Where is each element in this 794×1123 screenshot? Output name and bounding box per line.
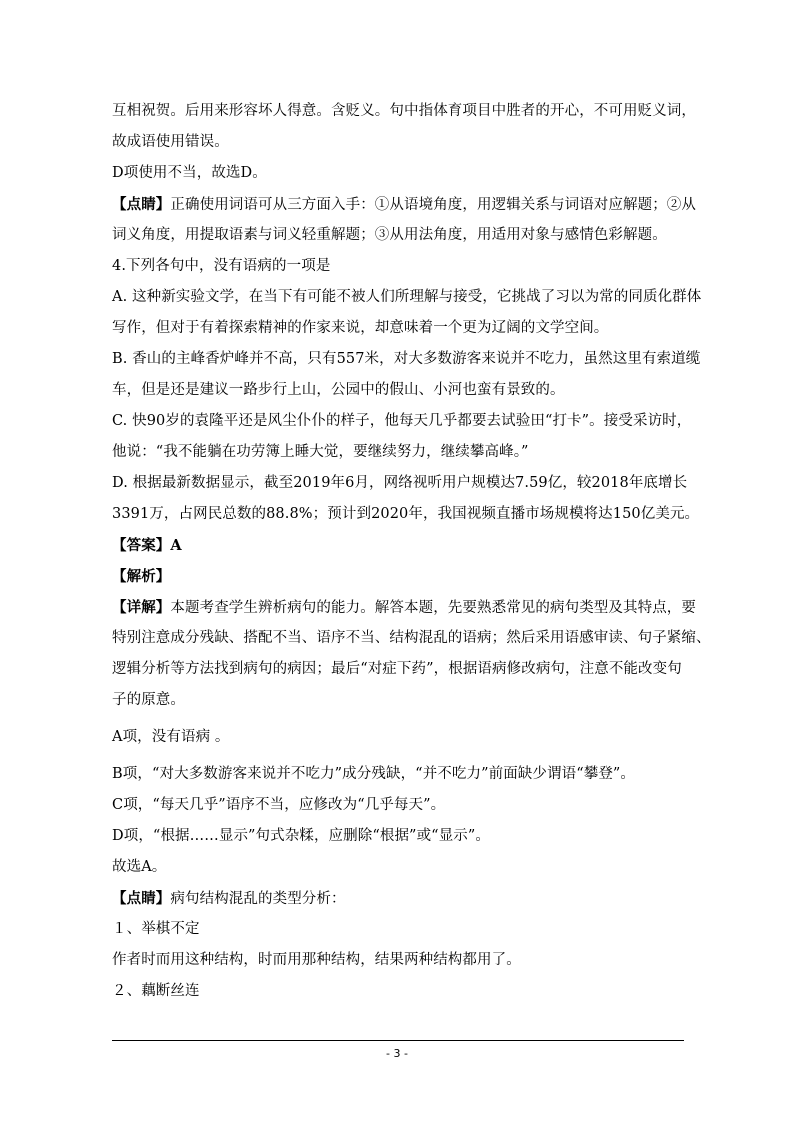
text-line: D项使用不当，故选D。 [112,165,267,181]
analysis-item-b: B项，“对大多数游客来说并不吃力”成分残缺，“并不吃力”前面缺少谓语“攀登”。 [112,766,636,782]
answer-heading: 【答案】A [112,537,182,554]
text-line: 正确使用词语可从三方面入手：①从语境角度，用逻辑关系与词语对应解题；②从 [170,197,697,213]
detail-paragraph [112,592,697,623]
footer-divider [112,1040,684,1041]
list-item-2-title: ２、藕断丝连 [112,983,200,999]
analysis-heading: 【解析】 [112,568,171,585]
list-item-1-title: １、举棋不定 [112,921,200,937]
text-line: 特别注意成分残缺、搭配不当、语序不当、结构混乱的语病；然后采用语感审读、句子紧缩、 [112,630,711,646]
pointer-paragraph-1 [112,189,697,220]
option-b: B. 香山的主峰香炉峰并不高，只有557米，对大多数游客来说并不吃力，虽然这里有索道缆 [112,351,701,367]
text-line: 病句结构混乱的类型分析： [170,891,346,907]
text-line: 子的原意。 [112,692,185,708]
option-b-continued: 车，但是还是建议一路步行上山，公园中的假山、小河也蛮有景致的。 [112,382,565,398]
text-line: 互相祝贺。后用来形容坏人得意。含贬义。句中指体育项目中胜者的开心，不可用贬义词， [112,103,696,119]
pointer-paragraph-2 [112,883,684,914]
option-a: A. 这种新实验文学，在当下有可能不被人们所理解与接受，它挑战了习以为常的同质化群体 [112,289,702,305]
conclusion-line: 故选A。 [112,859,167,875]
section-heading-dianjing: 【点睛】 [112,196,171,213]
page-content [112,96,711,1007]
text-line: 逻辑分析等方法找到病句的病因；最后“对症下药”，根据语病修改病句，注意不能改变句 [112,661,682,677]
section-heading-dianjing: 【点睛】 [112,890,171,907]
list-item-1-body: 作者时而用这种结构，时而用那种结构，结果两种结构都用了。 [112,952,521,968]
detail-heading: 【详解】 [112,599,171,616]
analysis-item-d: D项，“根据……显示”句式杂糅，应删除“根据”或“显示”。 [112,828,491,844]
question-stem: 4.下列各句中，没有语病的一项是 [112,258,331,274]
analysis-item-c: C项，“每天几乎”语序不当，应修改为“几乎每天”。 [112,797,446,813]
option-d-continued: 3391万，占网民总数的88.8%；预计到2020年，我国视频直播市场规模将达150亿美元。 [112,506,700,522]
text-line: 故成语使用错误。 [112,134,229,150]
option-d: D. 根据最新数据显示，截至2019年6月，网络视听用户规模达7.59亿，较2018年底增长 [112,475,688,491]
analysis-item-a: A项，没有语病 。 [112,729,230,745]
option-a-continued: 写作，但对于有着探索精神的作家来说，却意味着一个更为辽阔的文学空间。 [112,320,609,336]
page-number: - 3 - [386,1047,408,1060]
option-c: C. 快90岁的袁隆平还是风尘仆仆的样子，他每天几乎都要去试验田“打卡”。接受采访时， [112,413,692,429]
text-line: 本题考查学生辨析病句的能力。解答本题，先要熟悉常见的病句类型及其特点，要 [170,600,697,616]
text-line: 词义角度，用提取语素与词义轻重解题；③从用法角度，用适用对象与感情色彩解题。 [112,227,667,243]
option-c-continued: 他说：“我不能躺在功劳簿上睡大觉，要继续努力，继续攀高峰。” [112,444,529,460]
